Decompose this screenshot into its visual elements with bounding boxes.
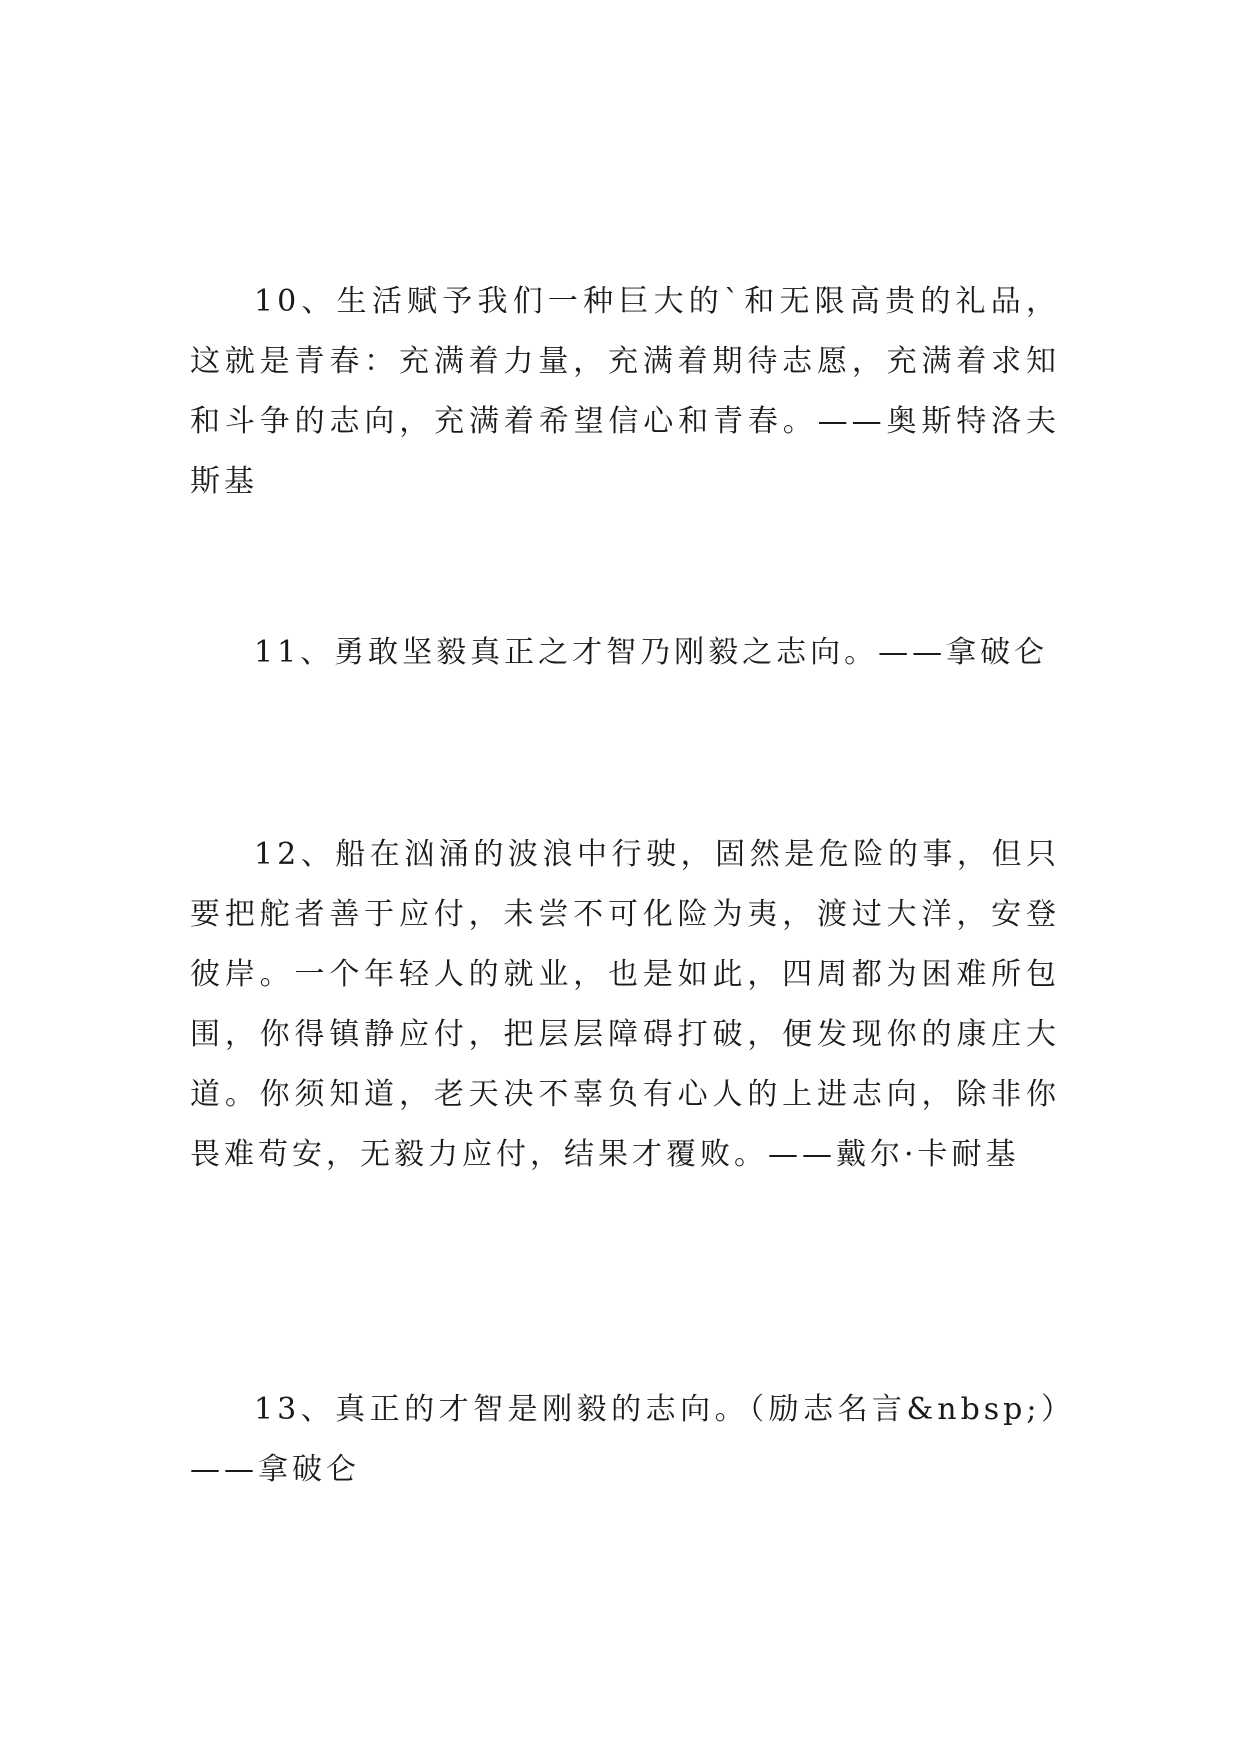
quote-paragraph-10: 10、生活赋予我们一种巨大的`和无限高贵的礼品，这就是青春：充满着力量，充满着期待志愿，充满着求知和斗争的志向，充满着希望信心和青春。——奥斯特洛夫斯基 bbox=[190, 284, 1060, 499]
quote-paragraph-13: 13、真正的才智是刚毅的志向。（励志名言&nbsp;）——拿破仑 bbox=[190, 1392, 1060, 1487]
quote-paragraph-12: 12、船在汹涌的波浪中行驶，固然是危险的事，但只要把舵者善于应付，未尝不可化险为夷，渡过大洋，安登彼岸。一个年轻人的就业，也是如此，四周都为困难所包围，你得镇静应付，把层层障碍打破，便发现你的康庄大道。你须知道，老天决不辜负有心人的上进志向，除非你畏难苟安，无毅力应付，结果才覆败。——戴尔·卡耐基 bbox=[190, 837, 1060, 1172]
quote-paragraph-11: 11、勇敢坚毅真正之才智乃刚毅之志向。——拿破仑 bbox=[254, 635, 1049, 670]
